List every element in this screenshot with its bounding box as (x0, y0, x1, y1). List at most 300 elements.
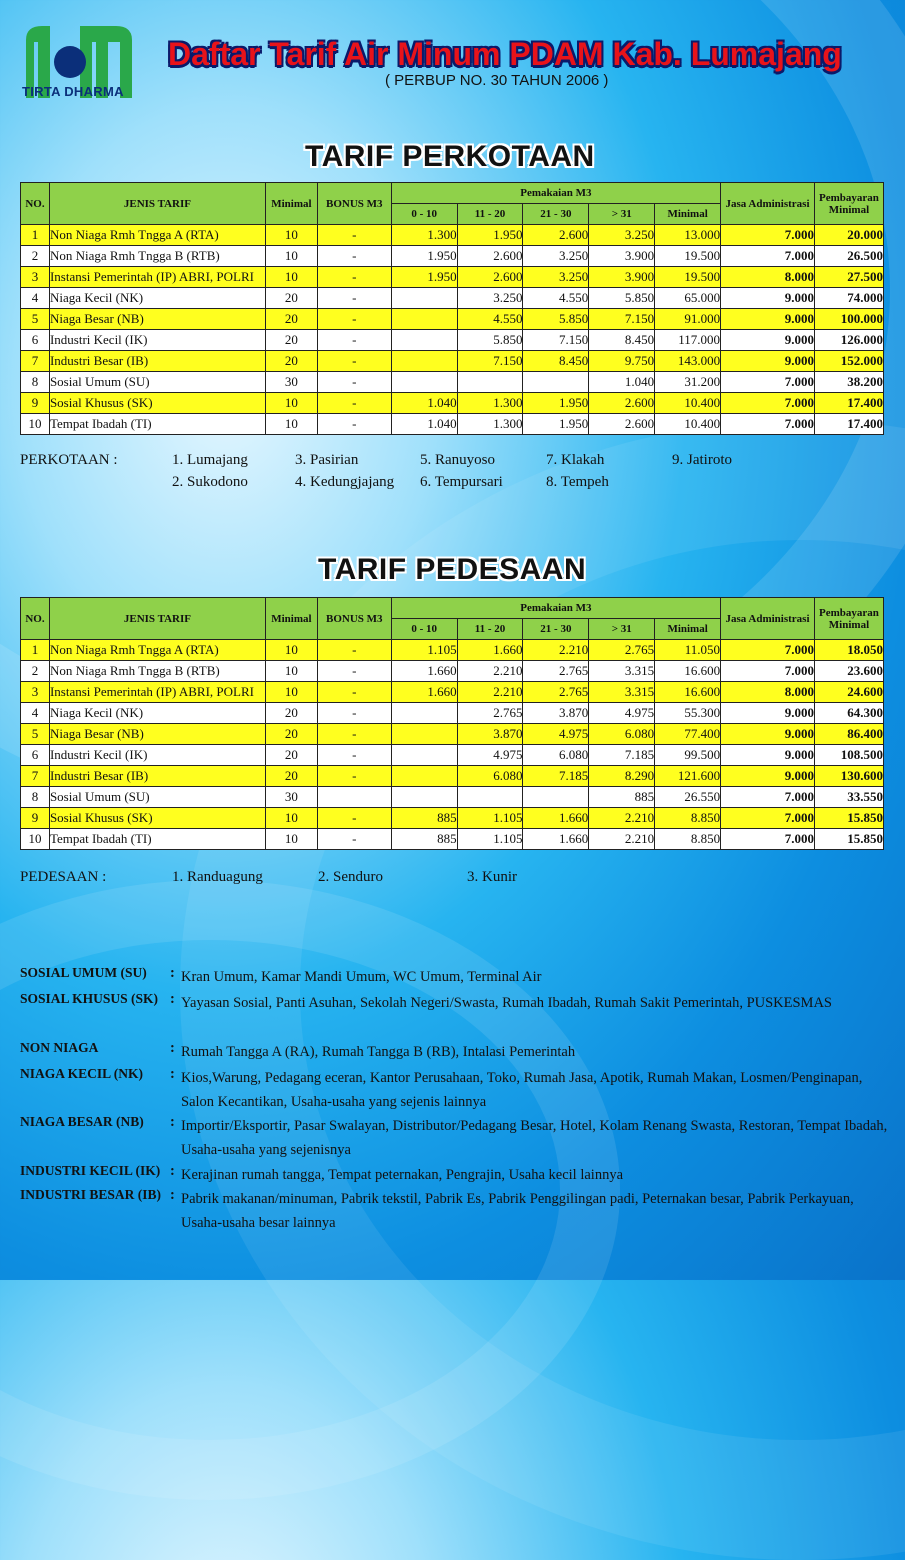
cell-pembayaran: 152.000 (814, 351, 883, 372)
col-p5: Minimal (655, 204, 721, 225)
cell-no: 9 (21, 808, 50, 829)
cell-minimal: 10 (265, 414, 317, 435)
cell-p5: 26.550 (655, 787, 721, 808)
cell-pembayaran: 17.400 (814, 393, 883, 414)
page-title: Daftar Tarif Air Minum PDAM Kab. Lumajang (168, 36, 842, 72)
cell-pembayaran: 38.200 (814, 372, 883, 393)
table-row (21, 267, 884, 288)
cell-p4: 3.250 (589, 225, 655, 246)
cell-p4: 7.185 (589, 745, 655, 766)
definition-colon: : (170, 1066, 175, 1082)
cell-p5: 13.000 (655, 225, 721, 246)
definition-label: NON NIAGA (20, 1040, 99, 1055)
cell-no: 10 (21, 829, 50, 850)
col-jenis: JENIS TARIF (49, 183, 265, 225)
cell-p4: 7.150 (589, 309, 655, 330)
table-row (21, 661, 884, 682)
table-row (21, 787, 884, 808)
cell-jenis: Niaga Kecil (NK) (49, 703, 265, 724)
cell-bonus: - (317, 745, 391, 766)
cell-minimal: 20 (265, 309, 317, 330)
table-row (21, 724, 884, 745)
cell-p2: 1.105 (457, 808, 523, 829)
cell-p1 (391, 309, 457, 330)
cell-p1 (391, 745, 457, 766)
cell-no: 6 (21, 745, 50, 766)
cell-p2: 7.150 (457, 351, 523, 372)
cell-p1 (391, 288, 457, 309)
table-row (21, 703, 884, 724)
cell-jasa: 7.000 (721, 393, 815, 414)
cell-p2: 2.210 (457, 661, 523, 682)
cell-p2: 2.600 (457, 267, 523, 288)
cell-p5: 143.000 (655, 351, 721, 372)
table-row (21, 745, 884, 766)
cell-jasa: 9.000 (721, 703, 815, 724)
area-item: 5. Ranuyoso (420, 452, 495, 468)
cell-p1 (391, 351, 457, 372)
area-item: 3. Pasirian (295, 452, 359, 468)
cell-jenis: Non Niaga Rmh Tngga B (RTB) (49, 246, 265, 267)
cell-jenis: Sosial Umum (SU) (49, 372, 265, 393)
cell-p3: 5.850 (523, 309, 589, 330)
cell-minimal: 20 (265, 330, 317, 351)
cell-p5: 10.400 (655, 414, 721, 435)
cell-p1: 885 (391, 808, 457, 829)
cell-minimal: 20 (265, 745, 317, 766)
cell-pembayaran: 74.000 (814, 288, 883, 309)
definition-label: SOSIAL UMUM (SU) (20, 965, 147, 980)
cell-jasa: 9.000 (721, 330, 815, 351)
cell-p5: 10.400 (655, 393, 721, 414)
cell-bonus: - (317, 225, 391, 246)
cell-jasa: 7.000 (721, 372, 815, 393)
cell-bonus: - (317, 330, 391, 351)
cell-minimal: 20 (265, 288, 317, 309)
cell-minimal: 10 (265, 682, 317, 703)
cell-p5: 65.000 (655, 288, 721, 309)
cell-pembayaran: 20.000 (814, 225, 883, 246)
cell-minimal: 30 (265, 372, 317, 393)
table-row (21, 682, 884, 703)
cell-p5: 55.300 (655, 703, 721, 724)
cell-pembayaran: 130.600 (814, 766, 883, 787)
cell-jenis: Non Niaga Rmh Tngga A (RTA) (49, 225, 265, 246)
cell-pembayaran: 100.000 (814, 309, 883, 330)
cell-p5: 121.600 (655, 766, 721, 787)
pedesaan-title: TARIF PEDESAAN (318, 553, 587, 586)
logo-text: TIRTA DHARMA (22, 84, 124, 99)
table-row (21, 640, 884, 661)
cell-p5: 11.050 (655, 640, 721, 661)
area-item: 7. Klakah (546, 452, 605, 468)
table-row (21, 808, 884, 829)
table-row (21, 829, 884, 850)
cell-p3: 1.660 (523, 808, 589, 829)
cell-minimal: 20 (265, 766, 317, 787)
cell-no: 10 (21, 414, 50, 435)
cell-jasa: 9.000 (721, 351, 815, 372)
perkotaan-title: TARIF PERKOTAAN (305, 140, 595, 173)
cell-p3: 2.765 (523, 682, 589, 703)
cell-p5: 19.500 (655, 246, 721, 267)
cell-p1: 1.660 (391, 682, 457, 703)
definition-text: Kerajinan rumah tangga, Tempat peternakan, Pengrajin, Usaha kecil lainnya (181, 1167, 624, 1183)
cell-pembayaran: 33.550 (814, 787, 883, 808)
cell-p4: 6.080 (589, 724, 655, 745)
cell-jasa: 9.000 (721, 766, 815, 787)
cell-jenis: Industri Kecil (IK) (49, 745, 265, 766)
cell-p5: 16.600 (655, 661, 721, 682)
col-pemakaian: Pemakaian M3 (391, 598, 720, 619)
cell-p4: 3.315 (589, 682, 655, 703)
cell-p1: 1.950 (391, 246, 457, 267)
definition-text: Importir/Eksportir, Pasar Swalayan, Distributor/Pedagang Besar, Hotel, Kolam Renang Swasta, Restoran, Tempat Ibadah, Usaha-usaha yang sejenisnya (181, 1118, 888, 1158)
cell-p2: 1.300 (457, 414, 523, 435)
cell-p4: 3.315 (589, 661, 655, 682)
cell-minimal: 10 (265, 661, 317, 682)
cell-jenis: Sosial Khusus (SK) (49, 808, 265, 829)
definition-text: Yayasan Sosial, Panti Asuhan, Sekolah Negeri/Swasta, Rumah Ibadah, Rumah Sakit Pemerintah, PUSKESMAS (181, 995, 832, 1011)
page-subtitle: ( PERBUP NO. 30 TAHUN 2006 ) (385, 72, 609, 89)
cell-p4: 885 (589, 787, 655, 808)
cell-p1 (391, 372, 457, 393)
cell-no: 1 (21, 225, 50, 246)
definition-label: INDUSTRI KECIL (IK) (20, 1163, 161, 1178)
cell-bonus: - (317, 703, 391, 724)
col-pembayaran: Pembayaran Minimal (814, 598, 883, 640)
cell-p1 (391, 766, 457, 787)
cell-p4: 3.900 (589, 267, 655, 288)
cell-p1: 1.950 (391, 267, 457, 288)
col-no: NO. (21, 598, 50, 640)
cell-minimal: 10 (265, 267, 317, 288)
cell-p1: 1.105 (391, 640, 457, 661)
cell-jenis: Sosial Khusus (SK) (49, 393, 265, 414)
cell-p2: 1.300 (457, 393, 523, 414)
cell-bonus: - (317, 393, 391, 414)
cell-jenis: Tempat Ibadah (TI) (49, 414, 265, 435)
cell-p4: 9.750 (589, 351, 655, 372)
cell-p5: 16.600 (655, 682, 721, 703)
table-row (21, 330, 884, 351)
definition-colon: : (170, 965, 175, 981)
cell-jenis: Non Niaga Rmh Tngga A (RTA) (49, 640, 265, 661)
cell-p1: 1.040 (391, 393, 457, 414)
cell-p3: 8.450 (523, 351, 589, 372)
cell-jasa: 9.000 (721, 288, 815, 309)
cell-jenis: Niaga Besar (NB) (49, 309, 265, 330)
cell-pembayaran: 108.500 (814, 745, 883, 766)
cell-p5: 19.500 (655, 267, 721, 288)
cell-pembayaran: 18.050 (814, 640, 883, 661)
cell-no: 7 (21, 351, 50, 372)
cell-p2: 1.660 (457, 640, 523, 661)
table-row (21, 309, 884, 330)
cell-minimal: 20 (265, 703, 317, 724)
cell-jasa: 7.000 (721, 829, 815, 850)
cell-jasa: 7.000 (721, 661, 815, 682)
cell-p2: 4.550 (457, 309, 523, 330)
cell-p3: 1.660 (523, 829, 589, 850)
col-jasa: Jasa Administrasi (721, 598, 815, 640)
cell-jasa: 7.000 (721, 787, 815, 808)
col-p3: 21 - 30 (523, 204, 589, 225)
definition-text: Pabrik makanan/minuman, Pabrik tekstil, Pabrik Es, Pabrik Penggilingan padi, Peternakan besar, Pabrik Perkayuan, Usaha-usaha besar lainnya (181, 1191, 854, 1231)
cell-p4: 2.600 (589, 414, 655, 435)
cell-bonus: - (317, 351, 391, 372)
col-p1: 0 - 10 (391, 619, 457, 640)
cell-p2: 2.765 (457, 703, 523, 724)
cell-p1: 1.040 (391, 414, 457, 435)
cell-p5: 77.400 (655, 724, 721, 745)
table-row (21, 351, 884, 372)
cell-no: 9 (21, 393, 50, 414)
cell-p3: 3.870 (523, 703, 589, 724)
col-bonus: BONUS M3 (317, 183, 391, 225)
cell-no: 4 (21, 703, 50, 724)
cell-p5: 99.500 (655, 745, 721, 766)
cell-pembayaran: 24.600 (814, 682, 883, 703)
cell-bonus: - (317, 372, 391, 393)
col-p4: > 31 (589, 204, 655, 225)
col-minimal: Minimal (265, 183, 317, 225)
cell-no: 3 (21, 682, 50, 703)
cell-p2: 1.950 (457, 225, 523, 246)
cell-p3: 2.600 (523, 225, 589, 246)
cell-p3: 4.975 (523, 724, 589, 745)
cell-jenis: Tempat Ibadah (TI) (49, 829, 265, 850)
area-item: 4. Kedungjajang (295, 474, 395, 490)
cell-jasa: 7.000 (721, 414, 815, 435)
table-row (21, 288, 884, 309)
cell-jenis: Niaga Besar (NB) (49, 724, 265, 745)
cell-p3: 3.250 (523, 246, 589, 267)
cell-no: 4 (21, 288, 50, 309)
cell-pembayaran: 86.400 (814, 724, 883, 745)
table-row (21, 372, 884, 393)
table-row (21, 414, 884, 435)
cell-jasa: 9.000 (721, 745, 815, 766)
cell-jasa: 9.000 (721, 309, 815, 330)
area-item: 1. Lumajang (172, 452, 248, 468)
definition-label: NIAGA KECIL (NK) (20, 1066, 144, 1081)
cell-p1 (391, 787, 457, 808)
cell-p4: 2.600 (589, 393, 655, 414)
cell-p3: 2.210 (523, 640, 589, 661)
cell-p4: 4.975 (589, 703, 655, 724)
area-item: 8. Tempeh (546, 474, 609, 490)
col-p2: 11 - 20 (457, 204, 523, 225)
cell-p1 (391, 330, 457, 351)
table-row (21, 393, 884, 414)
col-pembayaran: Pembayaran Minimal (814, 183, 883, 225)
definition-text: Kios,Warung, Pedagang eceran, Kantor Perusahaan, Toko, Rumah Jasa, Apotik, Rumah Makan, Losmen/Penginapan, Salon Kecantikan, Usaha-usaha yang sejenis lainnya (181, 1070, 863, 1110)
area-item: 1. Randuagung (172, 869, 263, 885)
cell-p1: 1.300 (391, 225, 457, 246)
definition-colon: : (170, 1163, 175, 1179)
cell-p3: 7.150 (523, 330, 589, 351)
cell-bonus: - (317, 309, 391, 330)
cell-p2: 3.870 (457, 724, 523, 745)
cell-pembayaran: 27.500 (814, 267, 883, 288)
col-p3: 21 - 30 (523, 619, 589, 640)
cell-minimal: 20 (265, 351, 317, 372)
cell-p4: 5.850 (589, 288, 655, 309)
definition-colon: : (170, 1114, 175, 1130)
cell-no: 7 (21, 766, 50, 787)
cell-no: 8 (21, 787, 50, 808)
cell-pembayaran: 26.500 (814, 246, 883, 267)
cell-jasa: 7.000 (721, 246, 815, 267)
cell-bonus: - (317, 267, 391, 288)
col-p2: 11 - 20 (457, 619, 523, 640)
cell-pembayaran: 17.400 (814, 414, 883, 435)
col-pemakaian: Pemakaian M3 (391, 183, 720, 204)
cell-p4: 8.290 (589, 766, 655, 787)
cell-p2: 5.850 (457, 330, 523, 351)
area-item: 2. Sukodono (172, 474, 248, 490)
cell-p3: 1.950 (523, 414, 589, 435)
cell-bonus: - (317, 246, 391, 267)
cell-no: 5 (21, 309, 50, 330)
col-jasa: Jasa Administrasi (721, 183, 815, 225)
cell-pembayaran: 15.850 (814, 808, 883, 829)
pedesaan-table (20, 597, 884, 850)
col-jenis: JENIS TARIF (49, 598, 265, 640)
definition-text: Rumah Tangga A (RA), Rumah Tangga B (RB), Intalasi Pemerintah (181, 1044, 576, 1060)
cell-no: 6 (21, 330, 50, 351)
col-p1: 0 - 10 (391, 204, 457, 225)
cell-p4: 2.210 (589, 808, 655, 829)
cell-pembayaran: 64.300 (814, 703, 883, 724)
cell-p2: 3.250 (457, 288, 523, 309)
cell-jenis: Non Niaga Rmh Tngga B (RTB) (49, 661, 265, 682)
cell-minimal: 10 (265, 393, 317, 414)
cell-p2: 4.975 (457, 745, 523, 766)
cell-bonus (317, 787, 391, 808)
cell-p5: 8.850 (655, 808, 721, 829)
area-item: 9. Jatiroto (672, 452, 732, 468)
cell-bonus: - (317, 808, 391, 829)
area-item: 2. Senduro (318, 869, 383, 885)
cell-p3: 3.250 (523, 267, 589, 288)
cell-no: 8 (21, 372, 50, 393)
cell-minimal: 10 (265, 225, 317, 246)
cell-minimal: 10 (265, 640, 317, 661)
perkotaan-table (20, 182, 884, 435)
definition-colon: : (170, 1187, 175, 1203)
table-row (21, 246, 884, 267)
cell-p4: 8.450 (589, 330, 655, 351)
definition-label: SOSIAL KHUSUS (SK) (20, 991, 159, 1006)
cell-jasa: 8.000 (721, 267, 815, 288)
cell-p1 (391, 724, 457, 745)
cell-p5: 91.000 (655, 309, 721, 330)
col-bonus: BONUS M3 (317, 598, 391, 640)
cell-p2: 1.105 (457, 829, 523, 850)
cell-p1: 885 (391, 829, 457, 850)
cell-p2: 2.600 (457, 246, 523, 267)
areas-label: PERKOTAAN : (20, 452, 118, 468)
cell-no: 2 (21, 246, 50, 267)
definition-label: INDUSTRI BESAR (IB) (20, 1187, 162, 1202)
col-no: NO. (21, 183, 50, 225)
cell-p3: 4.550 (523, 288, 589, 309)
cell-bonus: - (317, 661, 391, 682)
cell-p1: 1.660 (391, 661, 457, 682)
cell-p5: 8.850 (655, 829, 721, 850)
cell-pembayaran: 126.000 (814, 330, 883, 351)
areas-label: PEDESAAN : (20, 869, 107, 885)
cell-p2 (457, 787, 523, 808)
cell-jasa: 9.000 (721, 724, 815, 745)
cell-p4: 2.765 (589, 640, 655, 661)
col-p4: > 31 (589, 619, 655, 640)
cell-p5: 117.000 (655, 330, 721, 351)
cell-no: 1 (21, 640, 50, 661)
area-item: 3. Kunir (467, 869, 517, 885)
definition-colon: : (170, 991, 175, 1007)
cell-p3 (523, 372, 589, 393)
cell-p3: 2.765 (523, 661, 589, 682)
cell-jasa: 8.000 (721, 682, 815, 703)
cell-no: 2 (21, 661, 50, 682)
cell-p2: 6.080 (457, 766, 523, 787)
cell-p4: 1.040 (589, 372, 655, 393)
cell-pembayaran: 23.600 (814, 661, 883, 682)
cell-no: 5 (21, 724, 50, 745)
cell-p2: 2.210 (457, 682, 523, 703)
col-minimal: Minimal (265, 598, 317, 640)
cell-bonus: - (317, 766, 391, 787)
definition-label: NIAGA BESAR (NB) (20, 1114, 144, 1129)
cell-jenis: Sosial Umum (SU) (49, 787, 265, 808)
cell-p3 (523, 787, 589, 808)
cell-jasa: 7.000 (721, 225, 815, 246)
cell-p5: 31.200 (655, 372, 721, 393)
cell-bonus: - (317, 829, 391, 850)
cell-jasa: 7.000 (721, 808, 815, 829)
cell-minimal: 10 (265, 829, 317, 850)
cell-pembayaran: 15.850 (814, 829, 883, 850)
cell-jenis: Industri Besar (IB) (49, 351, 265, 372)
cell-p2 (457, 372, 523, 393)
cell-p1 (391, 703, 457, 724)
cell-no: 3 (21, 267, 50, 288)
cell-jasa: 7.000 (721, 640, 815, 661)
cell-jenis: Industri Besar (IB) (49, 766, 265, 787)
cell-minimal: 10 (265, 246, 317, 267)
definition-text: Kran Umum, Kamar Mandi Umum, WC Umum, Terminal Air (181, 969, 542, 985)
cell-bonus: - (317, 724, 391, 745)
cell-minimal: 30 (265, 787, 317, 808)
table-row (21, 766, 884, 787)
cell-p3: 1.950 (523, 393, 589, 414)
cell-jenis: Industri Kecil (IK) (49, 330, 265, 351)
cell-minimal: 10 (265, 808, 317, 829)
cell-bonus: - (317, 288, 391, 309)
table-row (21, 225, 884, 246)
cell-bonus: - (317, 640, 391, 661)
cell-bonus: - (317, 414, 391, 435)
cell-jenis: Instansi Pemerintah (IP) ABRI, POLRI (49, 682, 265, 703)
cell-p4: 3.900 (589, 246, 655, 267)
cell-jenis: Instansi Pemerintah (IP) ABRI, POLRI (49, 267, 265, 288)
cell-p4: 2.210 (589, 829, 655, 850)
cell-minimal: 20 (265, 724, 317, 745)
definition-colon: : (170, 1040, 175, 1056)
